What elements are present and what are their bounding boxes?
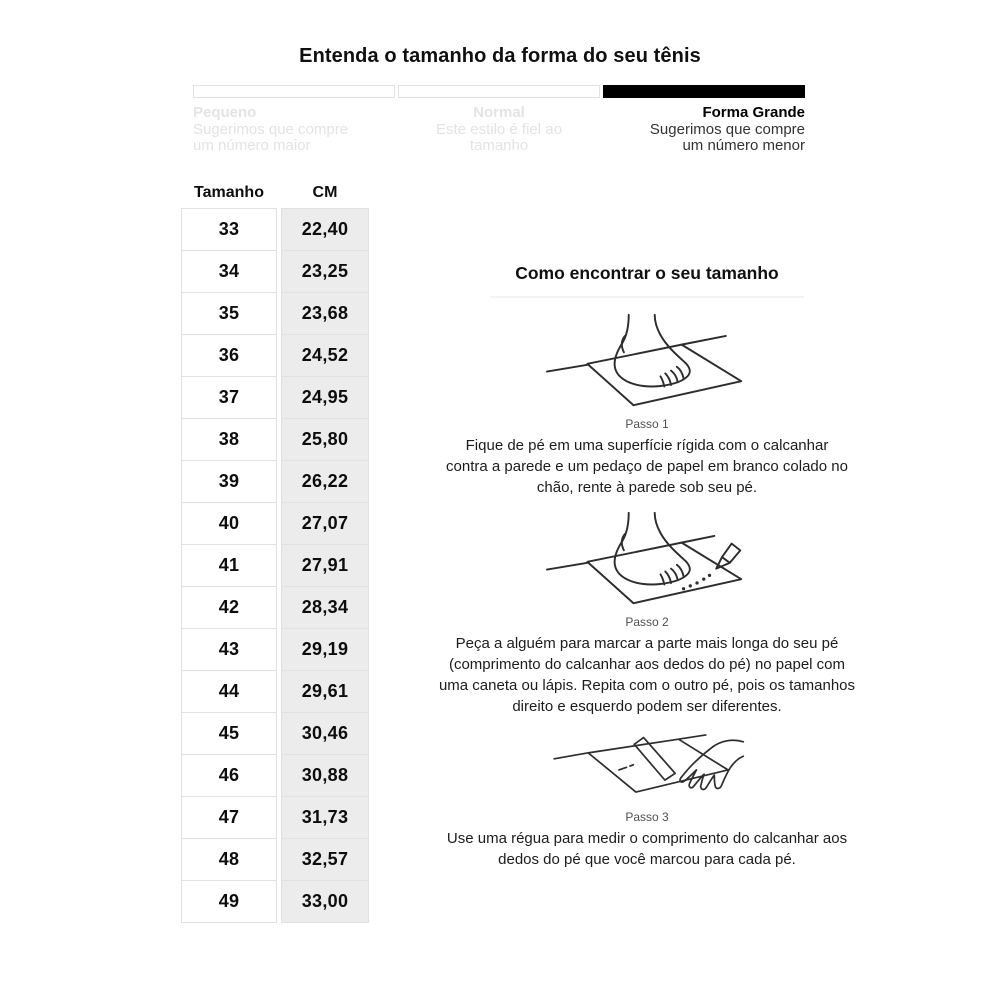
step-2-label: Passo 2 bbox=[625, 615, 669, 629]
step-1-label: Passo 1 bbox=[625, 417, 669, 431]
step-3 bbox=[430, 723, 864, 870]
fit-label-pequeno bbox=[193, 105, 369, 154]
table-row bbox=[181, 880, 369, 923]
cm-cell: 31,73 bbox=[281, 796, 369, 839]
step-3-label: Passo 3 bbox=[625, 810, 669, 824]
step-2 bbox=[430, 508, 864, 717]
cm-cell: 25,80 bbox=[281, 418, 369, 461]
size-cell: 44 bbox=[181, 670, 277, 713]
fit-label-title: Pequeno bbox=[193, 104, 257, 121]
cm-cell: 27,07 bbox=[281, 502, 369, 545]
table-row bbox=[181, 334, 369, 377]
fit-label-normal bbox=[418, 105, 580, 154]
fit-label-description: Sugerimos que compre um número menor bbox=[649, 121, 805, 154]
cm-cell: 30,88 bbox=[281, 754, 369, 797]
table-row bbox=[181, 586, 369, 629]
size-table-header bbox=[181, 184, 369, 202]
table-row bbox=[181, 796, 369, 839]
table-row bbox=[181, 544, 369, 587]
fit-label-title: Normal bbox=[473, 104, 525, 121]
table-row bbox=[181, 712, 369, 755]
foot-marking-pencil-icon bbox=[541, 508, 753, 609]
cm-cell: 33,00 bbox=[281, 880, 369, 923]
table-row bbox=[181, 250, 369, 293]
table-row bbox=[181, 292, 369, 335]
table-row bbox=[181, 754, 369, 797]
size-cell: 42 bbox=[181, 586, 277, 629]
size-cell: 41 bbox=[181, 544, 277, 587]
size-cell: 35 bbox=[181, 292, 277, 335]
cm-cell: 30,46 bbox=[281, 712, 369, 755]
size-cell: 43 bbox=[181, 628, 277, 671]
cm-cell: 28,34 bbox=[281, 586, 369, 629]
size-cell: 46 bbox=[181, 754, 277, 797]
cm-cell: 22,40 bbox=[281, 208, 369, 251]
table-row bbox=[181, 460, 369, 503]
table-row bbox=[181, 628, 369, 671]
cm-cell: 29,61 bbox=[281, 670, 369, 713]
step-3-text: Use uma régua para medir o comprimento do calcanhar aos dedos do pé que você marcou para cada pé. bbox=[446, 830, 848, 868]
step-2-text: Peça a alguém para marcar a parte mais longa do seu pé (comprimento do calcanhar aos dedos do pé) no papel com uma caneta ou lápis. Repita com o outro pé, pois os tamanhos direito e esquerdo podem ser diferentes. bbox=[438, 635, 856, 715]
fit-segment-normal bbox=[398, 85, 600, 98]
cm-cell: 23,25 bbox=[281, 250, 369, 293]
size-cell: 37 bbox=[181, 376, 277, 419]
size-cell: 36 bbox=[181, 334, 277, 377]
step-1-text: Fique de pé em uma superfície rígida com o calcanhar contra a parede e um pedaço de papel em branco colado no chão, rente à parede sob seu pé. bbox=[446, 437, 848, 496]
size-table-body bbox=[181, 208, 369, 923]
table-row bbox=[181, 376, 369, 419]
fit-label-description: Este estilo é fiel ao tamanho bbox=[436, 121, 562, 154]
how-to-section bbox=[430, 263, 864, 870]
size-cell: 39 bbox=[181, 460, 277, 503]
cm-cell: 32,57 bbox=[281, 838, 369, 881]
size-cell: 49 bbox=[181, 880, 277, 923]
table-row bbox=[181, 838, 369, 881]
fit-segment-pequeno bbox=[193, 85, 395, 98]
size-cell: 48 bbox=[181, 838, 277, 881]
cm-cell: 29,19 bbox=[281, 628, 369, 671]
cm-cell: 26,22 bbox=[281, 460, 369, 503]
size-table-header-tamanho: Tamanho bbox=[194, 184, 264, 201]
table-row bbox=[181, 670, 369, 713]
page-title: Entenda o tamanho da forma do seu tênis bbox=[299, 45, 701, 67]
cm-cell: 24,52 bbox=[281, 334, 369, 377]
fit-label-title: Forma Grande bbox=[702, 104, 805, 121]
cm-cell: 24,95 bbox=[281, 376, 369, 419]
size-cell: 40 bbox=[181, 502, 277, 545]
size-cell: 47 bbox=[181, 796, 277, 839]
size-cell: 34 bbox=[181, 250, 277, 293]
cm-cell: 27,91 bbox=[281, 544, 369, 587]
size-cell: 45 bbox=[181, 712, 277, 755]
fit-indicator-bar bbox=[193, 85, 805, 98]
fit-label-description: Sugerimos que compre um número maior bbox=[193, 121, 349, 154]
step-1 bbox=[430, 310, 864, 498]
table-row bbox=[181, 418, 369, 461]
foot-on-paper-icon bbox=[541, 310, 753, 411]
fit-indicator-labels bbox=[193, 105, 805, 154]
size-cell: 38 bbox=[181, 418, 277, 461]
cm-cell: 23,68 bbox=[281, 292, 369, 335]
fit-label-forma-grande bbox=[629, 105, 805, 154]
fit-segment-forma-grande bbox=[603, 85, 805, 98]
size-table bbox=[181, 184, 369, 923]
section-divider bbox=[490, 296, 804, 298]
how-to-title: Como encontrar o seu tamanho bbox=[515, 263, 779, 283]
ruler-hand-icon bbox=[549, 723, 745, 804]
size-table-header-cm: CM bbox=[312, 184, 338, 201]
size-cell: 33 bbox=[181, 208, 277, 251]
table-row bbox=[181, 502, 369, 545]
table-row bbox=[181, 208, 369, 251]
